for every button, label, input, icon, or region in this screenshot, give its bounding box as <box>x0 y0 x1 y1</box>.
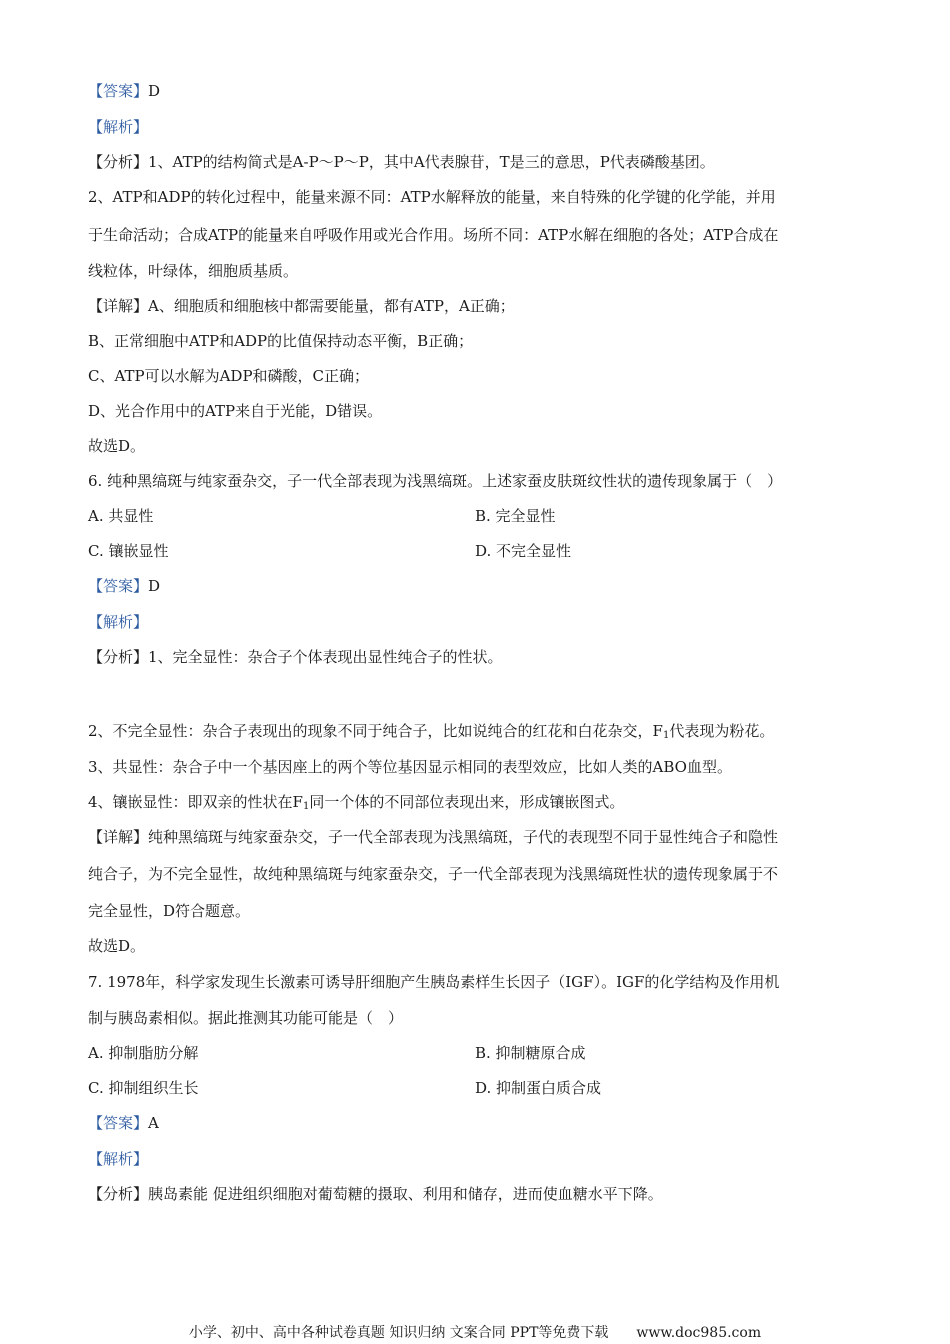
analysis-tag: 【分析】 <box>88 648 149 666</box>
q5-detail-d: D、光合作用中的ATP来自于光能，D错误。 <box>88 402 383 420</box>
q5-analysis-2a: 2、ATP和ADP的转化过程中，能量来源不同：ATP水解释放的能量，来自特殊的化学键的化学能，并用 <box>88 188 776 206</box>
answer-tag: 【答案】 <box>88 82 149 100</box>
q6-detail-3: 完全显性，D符合题意。 <box>88 902 251 920</box>
q5-analysis-2b: 于生命活动；合成ATP的能量来自呼吸作用或光合作用。场所不同：ATP水解在细胞的各处；ATP合成在 <box>88 226 779 244</box>
q6-stem: 6. 纯种黑缟斑与纯家蚕杂交，子一代全部表现为浅黑缟斑。上述家蚕皮肤斑纹性状的遗传现象属于（ ） <box>88 472 783 490</box>
answer-value: D <box>148 577 161 595</box>
answer-value: A <box>148 1114 159 1132</box>
q6-option-a: A. 共显性 <box>88 507 154 525</box>
page-footer: 小学、初中、高中各种试卷真题 知识归纳 文案合同 PPT等免费下载 www.doc985.com <box>188 1325 762 1341</box>
q7-analysis-1 <box>88 1184 868 1204</box>
analysis-text: 1、完全显性：杂合子个体表现出显性纯合子的性状。 <box>148 648 503 666</box>
analysis-2-tail: 代表现为粉花。 <box>669 722 775 740</box>
q6-conclusion: 故选D。 <box>88 937 146 955</box>
q6-analysis-1 <box>88 647 868 667</box>
analysis-text: 胰岛素能 促进组织细胞对葡萄糖的摄取、利用和储存，进而使血糖水平下降。 <box>148 1185 663 1203</box>
q6-option-b: B. 完全显性 <box>475 507 556 525</box>
detail-tag: 【详解】 <box>88 828 149 846</box>
q5-conclusion: 故选D。 <box>88 437 146 455</box>
q5-explain-tag: 【解析】 <box>88 118 149 136</box>
q6-option-d: D. 不完全显性 <box>475 542 572 560</box>
detail-text: 纯种黑缟斑与纯家蚕杂交，子一代全部表现为浅黑缟斑，子代的表现型不同于显性纯合子和隐性 <box>148 828 779 846</box>
answer-tag: 【答案】 <box>88 577 149 595</box>
q7-stem-1: 7. 1978年，科学家发现生长激素可诱导肝细胞产生胰岛素样生长因子（IGF）。IGF的化学结构及作用机 <box>88 973 780 991</box>
analysis-tag: 【分析】 <box>88 1185 149 1203</box>
q6-detail-1 <box>88 827 868 847</box>
q7-option-b: B. 抑制糖原合成 <box>475 1044 586 1062</box>
q5-analysis-2c: 线粒体，叶绿体，细胞质基质。 <box>88 262 299 280</box>
q6-analysis-4 <box>88 792 868 817</box>
q5-analysis-1 <box>88 152 868 172</box>
q5-answer <box>88 81 868 101</box>
analysis-2-text: 2、不完全显性：杂合子表现出的现象不同于纯合子，比如说纯合的红花和白花杂交，F <box>88 722 663 740</box>
q7-option-d: D. 抑制蛋白质合成 <box>475 1079 602 1097</box>
q6-answer <box>88 576 868 596</box>
analysis-text: 1、ATP的结构简式是A-P～P～P，其中A代表腺苷，T是三的意思，P代表磷酸基团。 <box>148 153 715 171</box>
subscript: 1 <box>302 801 310 812</box>
answer-value: D <box>148 82 161 100</box>
analysis-4-text: 4、镶嵌显性：即双亲的性状在F <box>88 793 303 811</box>
q7-explain-tag: 【解析】 <box>88 1150 149 1168</box>
q6-analysis-2 <box>88 721 868 746</box>
subscript: 1 <box>662 730 670 741</box>
q7-answer <box>88 1113 868 1133</box>
q7-option-c: C. 抑制组织生长 <box>88 1079 199 1097</box>
q5-detail-c: C、ATP可以水解为ADP和磷酸，C正确； <box>88 367 370 385</box>
q5-detail-b: B、正常细胞中ATP和ADP的比值保持动态平衡，B正确； <box>88 332 474 350</box>
q6-option-c: C. 镶嵌显性 <box>88 542 169 560</box>
analysis-4-tail: 同一个体的不同部位表现出来，形成镶嵌图式。 <box>309 793 625 811</box>
q7-option-a: A. 抑制脂肪分解 <box>88 1044 199 1062</box>
answer-tag: 【答案】 <box>88 1114 149 1132</box>
detail-tag: 【详解】 <box>88 297 149 315</box>
q6-detail-2: 纯合子，为不完全显性，故纯种黑缟斑与纯家蚕杂交，子一代全部表现为浅黑缟斑性状的遗传现象属于不 <box>88 865 779 883</box>
q6-explain-tag: 【解析】 <box>88 613 149 631</box>
q5-detail-a <box>88 296 868 316</box>
q7-stem-2: 制与胰岛素相似。据此推测其功能可能是（ ） <box>88 1009 404 1027</box>
detail-text: A、细胞质和细胞核中都需要能量，都有ATP，A正确； <box>148 297 515 315</box>
analysis-tag: 【分析】 <box>88 153 149 171</box>
q6-analysis-3: 3、共显性：杂合子中一个基因座上的两个等位基因显示相同的表型效应，比如人类的ABO血型。 <box>88 758 732 776</box>
